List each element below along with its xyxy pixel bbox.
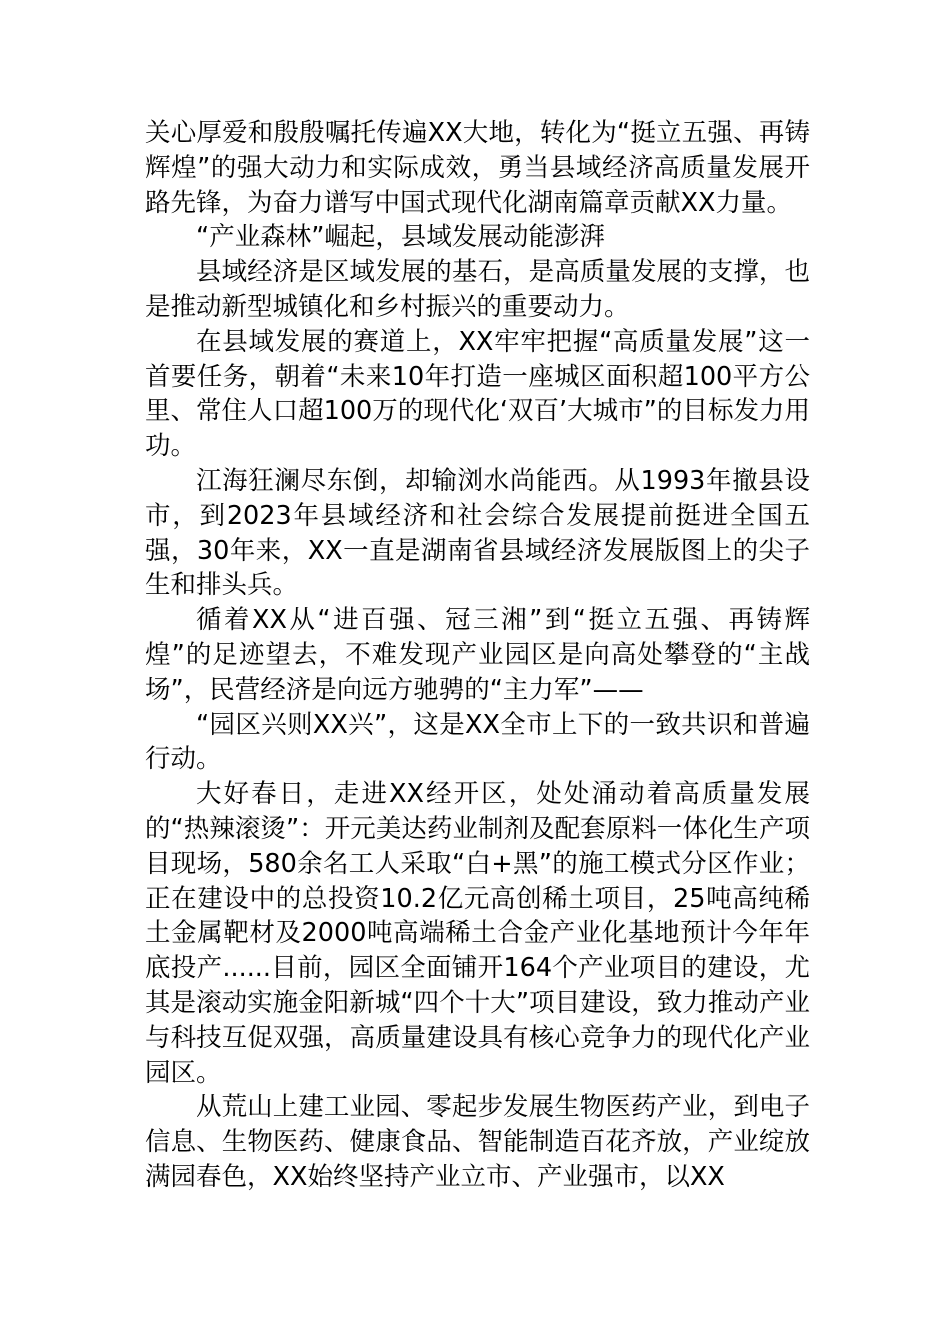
paragraph: 从荒山上建工业园、零起步发展生物医药产业，到电子信息、生物医药、健康食品、智能制造百花齐放，产业绽放满园春色，XX始终坚持产业立市、产业强市，以XX — [145, 1092, 810, 1192]
paragraph: “园区兴则XX兴”，这是XX全市上下的一致共识和普遍行动。 — [145, 709, 810, 775]
section-heading: “产业森林”崛起，县域发展动能澎湃 — [196, 222, 605, 253]
paragraph: 江海狂澜尽东倒，却输浏水尚能西。从1993年撤县设市，到2023年县域经济和社会综合发展提前挺进全国五强，30年来，XX一直是湖南省县域经济发展版图上的尖子生和排头兵。 — [145, 465, 810, 601]
document-body — [145, 116, 810, 1195]
paragraph: 关心厚爱和殷殷嘱托传遍XX大地，转化为“挺立五强、再铸辉煌”的强大动力和实际成效，勇当县域经济高质量发展开路先锋，为奋力谱写中国式现代化湖南篇章贡献XX力量。 — [145, 118, 810, 218]
paragraph: 县域经济是区域发展的基石，是高质量发展的支撑，也是推动新型城镇化和乡村振兴的重要动力。 — [145, 257, 810, 322]
paragraph: 大好春日，走进XX经开区，处处涌动着高质量发展的“热辣滚烫”：开元美达药业制剂及配套原料一体化生产项目现场，580余名工人采取“白+黑”的施工模式分区作业；正在建设中的总投资10.2亿元高创稀土项目，25吨高纯稀土金属靶材及2000吨高端稀土合金产业化基地预计今年年底投产......目前，园区全面铺开164个产业项目的建设，尤其是滚动实施金阳新城“四个十大”项目建设，致力推动产业与科技互促双强，高质量建设具有核心竞争力的现代化产业园区。 — [145, 779, 810, 1088]
paragraph: 循着XX从“进百强、冠三湘”到“挺立五强、再铸辉煌”的足迹望去，不难发现产业园区是向高处攀登的“主战场”，民营经济是向远方驰骋的“主力军”—— — [145, 605, 810, 705]
paragraph: 在县域发展的赛道上，XX牢牢把握“高质量发展”这一首要任务，朝着“未来10年打造一座城区面积超100平方公里、常住人口超100万的现代化‘双百’大城市”的目标发力用功。 — [145, 326, 810, 462]
